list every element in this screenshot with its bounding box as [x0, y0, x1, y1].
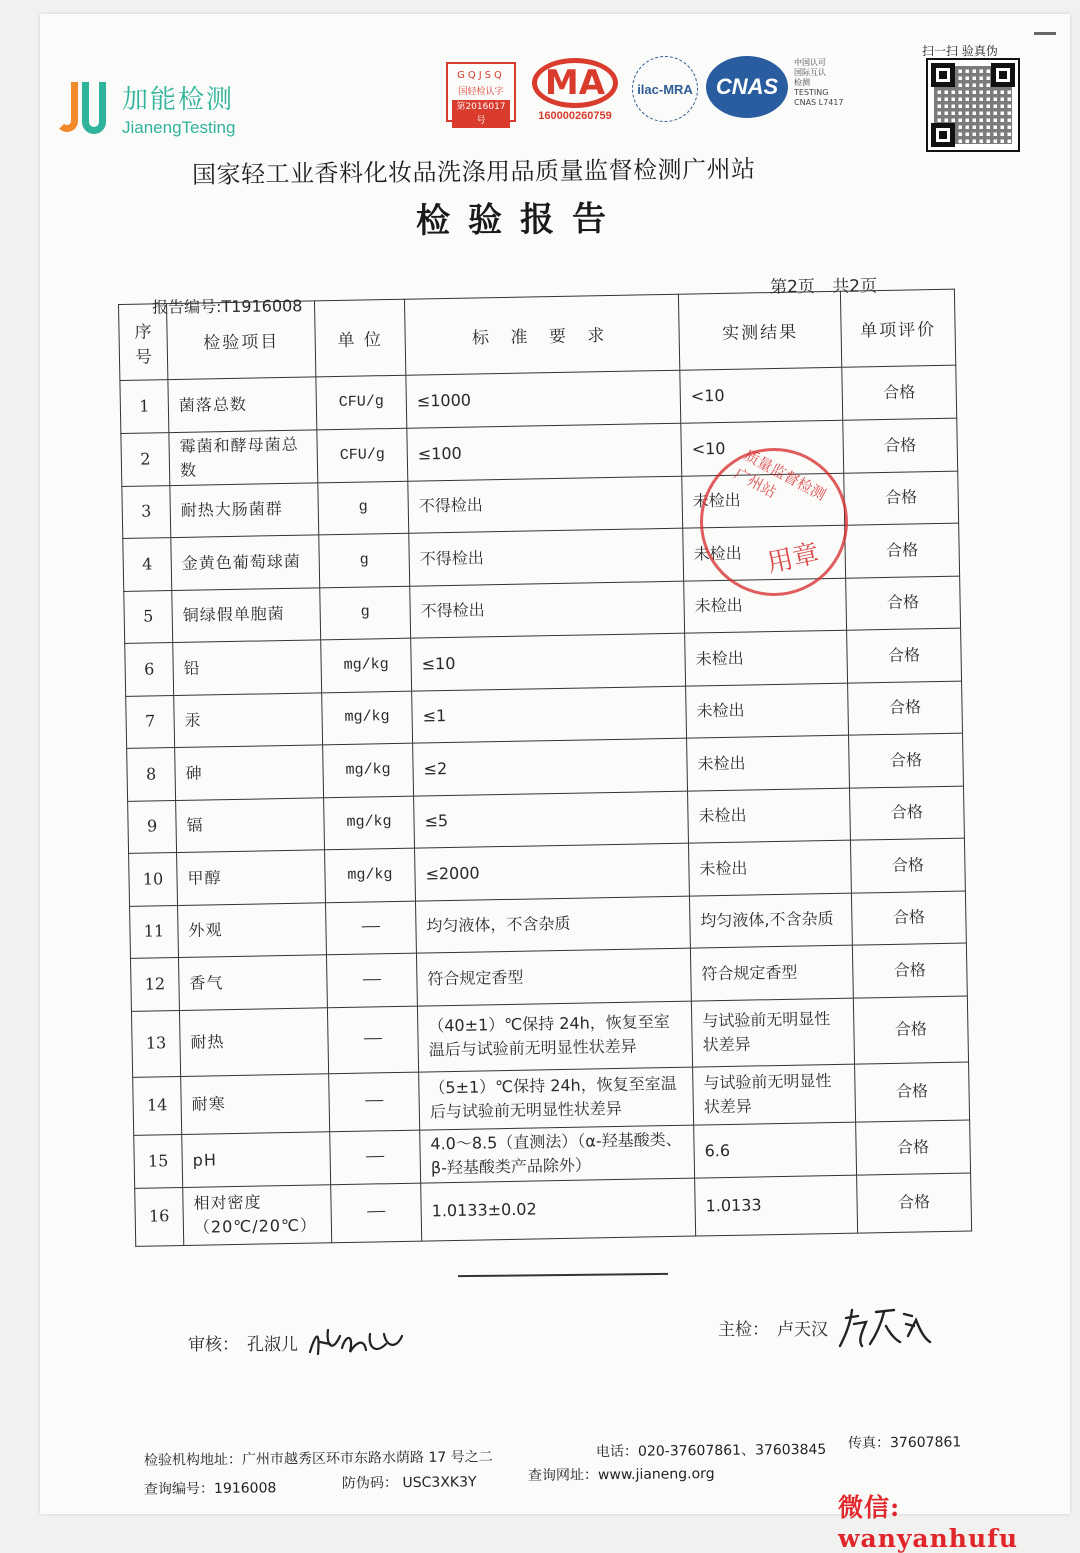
row-standard: 不得检出: [410, 581, 685, 639]
footer-address: 检验机构地址：广州市越秀区环市东路水荫路 17 号之二: [143, 1449, 493, 1469]
row-evaluation: 合格: [843, 418, 958, 473]
row-unit: ——: [326, 953, 417, 1007]
row-standard: 4.0～8.5（直测法）（α-羟基酸类、β-羟基酸类产品除外）: [420, 1125, 695, 1183]
row-no: 1: [120, 380, 169, 433]
footer-fax: 传真：37607861: [847, 1434, 962, 1452]
cma-seal: MA 160000260759: [530, 58, 620, 122]
row-item: 外观: [178, 902, 327, 957]
row-evaluation: 合格: [857, 1173, 972, 1233]
cnas-seal: CNAS: [706, 56, 788, 118]
row-no: 2: [121, 432, 170, 486]
row-unit: CFU/g: [317, 428, 408, 483]
row-result: 与试验前无明显性状差异: [691, 998, 854, 1067]
row-unit: CFU/g: [316, 375, 407, 429]
qr-label: 扫一扫 验真伪: [922, 44, 998, 58]
row-no: 6: [125, 643, 174, 696]
row-standard: 不得检出: [409, 528, 684, 586]
row-result: 未检出: [686, 683, 849, 738]
row-standard: ≤2000: [415, 843, 690, 901]
row-evaluation: 合格: [852, 943, 967, 998]
wechat-watermark: 微信: wanyanhufu: [838, 1493, 1019, 1553]
row-no: 16: [135, 1187, 184, 1246]
row-result: 未检出: [688, 840, 851, 895]
row-evaluation: 合格: [855, 1062, 970, 1122]
row-unit: mg/kg: [323, 743, 414, 797]
header-item: 检验项目: [167, 301, 316, 380]
row-result: 未检出: [685, 630, 848, 685]
footer-phone: 电话：020-37607861、37603845: [595, 1441, 827, 1461]
cnas-seal-note: 中国认可 国际互认 检测 TESTING CNAS L7417: [794, 58, 844, 107]
row-standard: ≤2: [413, 738, 688, 796]
ilac-mra-seal: ilac-MRA: [632, 56, 698, 122]
jianeng-logo: [52, 76, 235, 140]
row-item: 耐热: [179, 1007, 328, 1076]
row-unit: g: [319, 533, 410, 587]
reviewer-handwritten-signature: [306, 1324, 406, 1360]
row-item: 铅: [173, 640, 322, 695]
brand-name-cn: 加能检测: [122, 84, 235, 115]
results-table-container: [118, 289, 971, 1247]
document-title: 检验报告: [415, 198, 625, 242]
reviewer-signature-block: [188, 1324, 406, 1360]
row-evaluation: 合格: [853, 996, 968, 1064]
row-result: 未检出: [684, 578, 847, 633]
row-item: 耐热大肠菌群: [170, 482, 319, 537]
organization-title: 国家轻工业香料化妆品洗涤用品质量监督检测广州站: [191, 155, 756, 189]
row-standard: 不得检出: [408, 476, 683, 534]
row-evaluation: 合格: [856, 1120, 971, 1175]
row-standard: 均匀液体，不含杂质: [415, 896, 690, 954]
header-standard: 标 准 要 求: [404, 294, 679, 375]
reviewer-name: 孔淑儿: [247, 1334, 298, 1355]
row-result: 未检出: [688, 788, 851, 843]
row-unit: ——: [330, 1130, 421, 1185]
row-item: 耐寒: [181, 1073, 330, 1134]
row-unit: mg/kg: [324, 796, 415, 850]
row-result: 均匀液体,不含杂质: [689, 893, 852, 948]
header-result: 实测结果: [678, 291, 841, 370]
row-evaluation: 合格: [851, 891, 966, 946]
row-no: 11: [130, 905, 179, 958]
report-number: 报告编号:T1916008: [151, 296, 303, 317]
row-result: 与试验前无明显性状差异: [693, 1064, 856, 1125]
row-no: 9: [128, 800, 177, 853]
row-no: 5: [124, 590, 173, 643]
row-item: 霉菌和酵母菌总数: [169, 429, 318, 485]
row-result: 1.0133: [695, 1175, 858, 1236]
row-unit: ——: [331, 1183, 422, 1243]
row-item: 金黄色葡萄球菌: [171, 535, 320, 590]
row-standard: ≤5: [414, 791, 689, 849]
row-item: 甲醇: [177, 850, 326, 905]
row-unit: g: [320, 586, 411, 640]
row-no: 8: [127, 748, 176, 801]
paper-corner-mark: [1034, 32, 1056, 35]
brand-name-en: JianengTesting: [122, 117, 236, 137]
row-result: 未检出: [683, 525, 846, 580]
row-unit: ——: [329, 1072, 420, 1132]
row-result: 符合规定香型: [690, 945, 853, 1000]
page-number: 第2页 共2页: [769, 276, 878, 298]
row-standard: 符合规定香型: [416, 948, 691, 1006]
footer-query-number: 查询编号：1916008: [143, 1480, 277, 1498]
inspector-signature-block: [718, 1302, 932, 1352]
row-item: 砷: [175, 745, 324, 800]
row-no: 4: [123, 538, 172, 591]
row-result: 未检出: [682, 473, 845, 528]
row-unit: ——: [325, 901, 416, 955]
row-evaluation: 合格: [845, 523, 960, 578]
row-unit: mg/kg: [325, 848, 416, 902]
row-item: 汞: [174, 692, 323, 747]
row-result: <10: [680, 367, 843, 422]
row-item: 菌落总数: [168, 377, 317, 432]
row-evaluation: 合格: [847, 628, 962, 683]
row-no: 3: [122, 485, 171, 538]
row-unit: mg/kg: [321, 638, 412, 692]
stamp-ring-text: 质量监督检测广州站: [731, 445, 829, 505]
row-evaluation: 合格: [848, 681, 963, 736]
row-standard: ≤1: [412, 686, 687, 744]
footer-anti-fake-code: 防伪码： USC3XK3Y: [341, 1474, 477, 1492]
row-standard: （40±1）℃保持 24h，恢复至室温后与试验前无明显性状差异: [417, 1001, 692, 1072]
row-no: 12: [130, 958, 179, 1011]
row-item: pH: [182, 1131, 331, 1187]
row-no: 15: [134, 1134, 183, 1188]
footer-website[interactable]: 查询网址：www.jianeng.org: [527, 1466, 715, 1484]
row-standard: （5±1）℃保持 24h，恢复至室温后与试验前无明显性状差异: [419, 1067, 694, 1130]
row-result: 未检出: [687, 735, 850, 790]
row-evaluation: 合格: [850, 838, 965, 893]
results-table: [118, 289, 972, 1247]
row-item: 香气: [178, 955, 327, 1010]
row-standard: ≤100: [407, 423, 682, 481]
row-standard: 1.0133±0.02: [421, 1178, 696, 1241]
row-standard: ≤10: [411, 633, 686, 691]
row-item: 相对密度（20℃/20℃）: [183, 1184, 332, 1245]
header-unit: 单 位: [314, 299, 405, 377]
reviewer-label: 审核：: [188, 1334, 239, 1355]
row-unit: mg/kg: [322, 691, 413, 745]
row-evaluation: 合格: [849, 786, 964, 841]
qr-code[interactable]: [926, 58, 1020, 152]
row-standard: ≤1000: [406, 370, 681, 428]
row-item: 铜绿假单胞菌: [172, 587, 321, 642]
jianeng-logo-mark: [52, 76, 114, 140]
row-no: 13: [131, 1010, 180, 1077]
header-no: 序号: [119, 304, 168, 381]
row-unit: g: [318, 481, 409, 535]
inspector-handwritten-signature: [836, 1302, 932, 1352]
header-evaluation: 单项评价: [840, 289, 955, 367]
row-no: 14: [133, 1076, 182, 1135]
inspector-label: 主检：: [718, 1319, 769, 1340]
inspector-name: 卢天汉: [777, 1319, 828, 1340]
row-no: 10: [129, 853, 178, 906]
row-evaluation: 合格: [846, 576, 961, 631]
row-evaluation: 合格: [849, 733, 964, 788]
row-no: 7: [126, 695, 175, 748]
row-result: <10: [681, 420, 844, 476]
row-result: 6.6: [694, 1122, 857, 1178]
row-unit: ——: [327, 1006, 418, 1074]
stamp-center-text: 用章: [764, 538, 822, 579]
gqjsq-seal: GQJSQ 国轻检认字 第2016017号: [446, 62, 516, 122]
row-evaluation: 合格: [844, 471, 959, 526]
row-item: 镉: [176, 797, 325, 852]
row-evaluation: 合格: [842, 365, 957, 420]
